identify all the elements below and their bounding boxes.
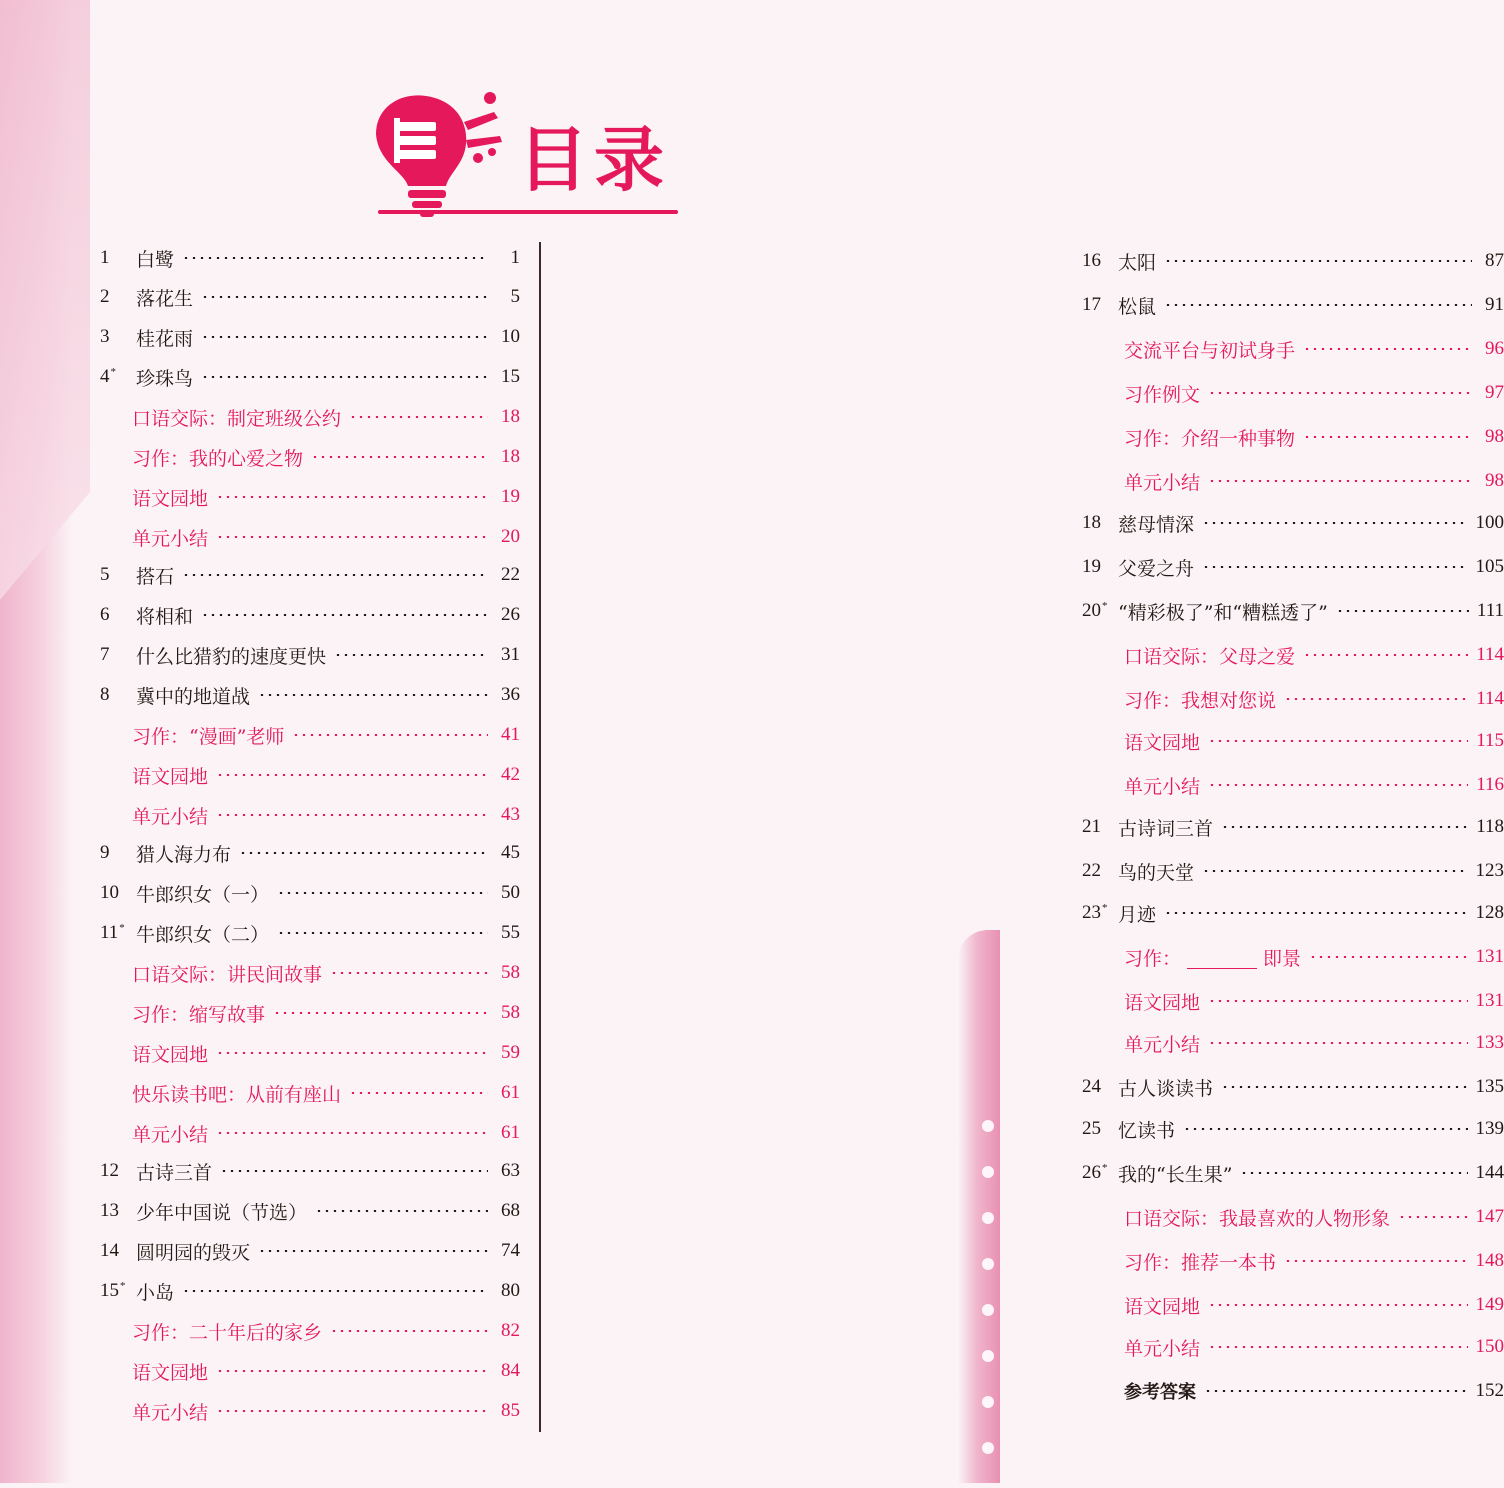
page-number: 139 bbox=[1476, 1118, 1504, 1140]
lesson-number: 6 bbox=[100, 604, 136, 626]
lesson-number: 11* bbox=[100, 922, 136, 944]
toc-entry[interactable] bbox=[100, 1156, 520, 1186]
page-number: 152 bbox=[1476, 1380, 1504, 1402]
entry-title: 白鹭 bbox=[136, 245, 174, 272]
dot-leader bbox=[1202, 870, 1467, 872]
toc-entry[interactable] bbox=[100, 640, 520, 670]
lesson-number: 13 bbox=[100, 1200, 136, 1222]
page-number: 144 bbox=[1476, 1162, 1504, 1184]
optional-marker: * bbox=[1102, 1162, 1108, 1174]
toc-subentry[interactable] bbox=[1124, 466, 1504, 496]
entry-title: 珍珠鸟 bbox=[136, 364, 193, 391]
page-number: 42 bbox=[496, 764, 520, 786]
page-number: 74 bbox=[496, 1240, 520, 1262]
optional-marker: * bbox=[111, 366, 117, 378]
page-number: 68 bbox=[496, 1200, 520, 1222]
page-number: 116 bbox=[1476, 774, 1504, 796]
dot-leader bbox=[1284, 698, 1468, 700]
toc-subentry[interactable] bbox=[1124, 1028, 1504, 1058]
page-number: 133 bbox=[1476, 1032, 1504, 1054]
dot-leader bbox=[216, 496, 488, 498]
page-number: 19 bbox=[496, 486, 520, 508]
toc-entry[interactable] bbox=[100, 282, 520, 312]
page-number: 22 bbox=[496, 564, 520, 586]
dot-leader bbox=[201, 614, 488, 616]
entry-title: 我的“长生果” bbox=[1118, 1160, 1232, 1187]
entry-title: 落花生 bbox=[136, 284, 193, 311]
page-number: 148 bbox=[1476, 1250, 1504, 1272]
toc-entry[interactable] bbox=[1082, 508, 1504, 538]
entry-title: “精彩极了”和“糟糕透了” bbox=[1118, 598, 1328, 625]
page-number: 82 bbox=[496, 1320, 520, 1342]
entry-title: 牛郎织女（一） bbox=[136, 880, 269, 907]
entry-title: 冀中的地道战 bbox=[136, 682, 250, 709]
dot-leader bbox=[239, 852, 488, 854]
entry-title: 语文园地 bbox=[132, 1358, 208, 1385]
fill-in-blank bbox=[1187, 950, 1257, 969]
dot-leader bbox=[315, 1210, 488, 1212]
dot-leader bbox=[1208, 1304, 1467, 1306]
dot-leader bbox=[1208, 1000, 1467, 1002]
page-number: 55 bbox=[496, 922, 520, 944]
page-number: 41 bbox=[496, 724, 520, 746]
page-number: 105 bbox=[1476, 556, 1504, 578]
page-number: 114 bbox=[1476, 644, 1504, 666]
dot-leader bbox=[201, 296, 488, 298]
entry-title: 参考答案 bbox=[1124, 1378, 1196, 1404]
page-number: 45 bbox=[496, 842, 520, 864]
toc-entry[interactable] bbox=[1082, 898, 1504, 928]
page-number: 18 bbox=[496, 406, 520, 428]
toc-entry[interactable] bbox=[1082, 1072, 1504, 1102]
entry-title: 单元小结 bbox=[1124, 1030, 1200, 1057]
toc-subentry[interactable] bbox=[1124, 1246, 1504, 1276]
lesson-number: 4* bbox=[100, 366, 136, 388]
dot-leader bbox=[1208, 784, 1468, 786]
dot-leader bbox=[1284, 1260, 1467, 1262]
entry-title: 习作：介绍一种事物 bbox=[1124, 424, 1295, 451]
entry-title: 口语交际：我最喜欢的人物形象 bbox=[1124, 1204, 1390, 1231]
dot-leader bbox=[220, 1170, 488, 1172]
lesson-number: 16 bbox=[1082, 250, 1118, 272]
toc-subentry[interactable] bbox=[1124, 684, 1504, 714]
dot-leader bbox=[1240, 1172, 1467, 1174]
entry-title: 习作：“漫画”老师 bbox=[132, 722, 284, 749]
toc-entry[interactable] bbox=[1082, 246, 1504, 276]
entry-title: 习作：推荐一本书 bbox=[1124, 1248, 1276, 1275]
toc-entry[interactable] bbox=[1082, 290, 1504, 320]
page-number: 96 bbox=[1480, 338, 1504, 360]
entry-title: 单元小结 bbox=[132, 1398, 208, 1425]
page-number: 18 bbox=[496, 446, 520, 468]
entry-title: 鸟的天堂 bbox=[1118, 858, 1194, 885]
dot-leader bbox=[201, 376, 488, 378]
toc-entry[interactable] bbox=[100, 362, 520, 392]
lesson-number: 24 bbox=[1082, 1076, 1118, 1098]
toc-subentry[interactable] bbox=[132, 998, 520, 1028]
page-number: 10 bbox=[496, 326, 520, 348]
lesson-number: 1 bbox=[100, 247, 136, 269]
entry-title: 圆明园的毁灭 bbox=[136, 1238, 250, 1265]
dot-leader bbox=[182, 257, 488, 259]
entry-title: 习作：二十年后的家乡 bbox=[132, 1318, 322, 1345]
toc-column-right bbox=[540, 0, 1000, 1483]
toc-entry[interactable] bbox=[100, 600, 520, 630]
entry-title: 慈母情深 bbox=[1118, 510, 1194, 537]
toc-column-left bbox=[0, 0, 540, 1483]
lesson-number: 10 bbox=[100, 882, 136, 904]
page-number: 43 bbox=[496, 804, 520, 826]
dot-leader bbox=[1204, 1390, 1468, 1392]
entry-title: 什么比猎豹的速度更快 bbox=[136, 642, 326, 669]
lesson-number: 3 bbox=[100, 326, 136, 348]
lesson-number: 5 bbox=[100, 564, 136, 586]
lesson-number: 7 bbox=[100, 644, 136, 666]
page-number: 135 bbox=[1476, 1076, 1504, 1098]
entry-title: 少年中国说（节选） bbox=[136, 1198, 307, 1225]
lesson-number: 12 bbox=[100, 1160, 136, 1182]
page-number: 131 bbox=[1476, 990, 1504, 1012]
dot-leader bbox=[1208, 392, 1472, 394]
toc-subentry[interactable] bbox=[1124, 334, 1504, 364]
entry-title: 语文园地 bbox=[1124, 1292, 1200, 1319]
dot-leader bbox=[1309, 956, 1467, 958]
optional-marker: * bbox=[120, 1280, 126, 1292]
dot-leader bbox=[1164, 912, 1467, 914]
dot-leader bbox=[182, 1290, 488, 1292]
toc-entry[interactable] bbox=[1082, 1114, 1504, 1144]
page-number: 131 bbox=[1476, 946, 1504, 968]
toc-entry[interactable] bbox=[1082, 596, 1504, 626]
entry-title: 口语交际：父母之爱 bbox=[1124, 642, 1295, 669]
dot-leader bbox=[277, 932, 488, 934]
entry-title: 古人谈读书 bbox=[1118, 1074, 1213, 1101]
page-number: 59 bbox=[496, 1042, 520, 1064]
page-number: 63 bbox=[496, 1160, 520, 1182]
dot-leader bbox=[1336, 610, 1469, 612]
lesson-number: 8 bbox=[100, 684, 136, 706]
toc-subentry[interactable] bbox=[132, 1356, 520, 1386]
optional-marker: * bbox=[1102, 902, 1108, 914]
lesson-number: 20* bbox=[1082, 600, 1118, 622]
entry-title: 将相和 bbox=[136, 602, 193, 629]
toc-entry[interactable] bbox=[100, 1236, 520, 1266]
entry-title: 习作：我的心爱之物 bbox=[132, 444, 303, 471]
dot-leader bbox=[1202, 522, 1467, 524]
toc-entry[interactable] bbox=[100, 918, 520, 948]
dot-leader bbox=[1208, 740, 1468, 742]
entry-title: 古诗三首 bbox=[136, 1158, 212, 1185]
entry-title: 桂花雨 bbox=[136, 324, 193, 351]
toc-subentry[interactable] bbox=[1124, 1332, 1504, 1362]
toc-entry[interactable] bbox=[100, 680, 520, 710]
page-number: 50 bbox=[496, 882, 520, 904]
lesson-number: 18 bbox=[1082, 512, 1118, 534]
toc-subentry[interactable] bbox=[132, 1316, 520, 1346]
page-number: 114 bbox=[1476, 688, 1504, 710]
entry-title: 习作例文 bbox=[1124, 380, 1200, 407]
dot-leader bbox=[277, 892, 488, 894]
page-number: 15 bbox=[496, 366, 520, 388]
dot-leader bbox=[292, 734, 488, 736]
dot-leader bbox=[1164, 304, 1472, 306]
dot-leader bbox=[1202, 566, 1467, 568]
dot-leader bbox=[1183, 1128, 1467, 1130]
dot-leader bbox=[349, 1092, 488, 1094]
page-number: 123 bbox=[1476, 860, 1504, 882]
page-number: 1 bbox=[496, 247, 520, 269]
toc-entry[interactable] bbox=[100, 560, 520, 590]
dot-leader bbox=[216, 774, 488, 776]
toc-subentry[interactable] bbox=[1124, 1290, 1504, 1320]
page-number: 26 bbox=[496, 604, 520, 626]
toc-entry[interactable] bbox=[100, 1276, 520, 1306]
entry-title: 语文园地 bbox=[132, 484, 208, 511]
toc-subentry[interactable] bbox=[132, 720, 520, 750]
entry-title: 月迹 bbox=[1118, 900, 1156, 927]
entry-title: 猎人海力布 bbox=[136, 840, 231, 867]
entry-title: 小岛 bbox=[136, 1278, 174, 1305]
toc-subentry[interactable] bbox=[1124, 422, 1504, 452]
dot-leader bbox=[330, 972, 488, 974]
toc-subentry[interactable] bbox=[132, 958, 520, 988]
entry-title: 古诗词三首 bbox=[1118, 814, 1213, 841]
page-number: 115 bbox=[1476, 730, 1504, 752]
entry-title: 父爱之舟 bbox=[1118, 554, 1194, 581]
optional-marker: * bbox=[119, 922, 125, 934]
page-number: 58 bbox=[496, 962, 520, 984]
page-number: 61 bbox=[496, 1082, 520, 1104]
lesson-number: 26* bbox=[1082, 1162, 1118, 1184]
entry-title: 牛郎织女（二） bbox=[136, 920, 269, 947]
dot-leader bbox=[1208, 480, 1472, 482]
entry-title: 单元小结 bbox=[1124, 468, 1200, 495]
toc-subentry[interactable] bbox=[1124, 640, 1504, 670]
page-number: 80 bbox=[496, 1280, 520, 1302]
lesson-number: 22 bbox=[1082, 860, 1118, 882]
toc-subentry[interactable] bbox=[132, 1038, 520, 1068]
toc-subentry[interactable] bbox=[132, 522, 520, 552]
lesson-number: 15* bbox=[100, 1280, 136, 1302]
lesson-number: 14 bbox=[100, 1240, 136, 1262]
toc-entry[interactable] bbox=[1124, 1376, 1504, 1406]
toc-subentry[interactable] bbox=[132, 1118, 520, 1148]
lesson-number: 2 bbox=[100, 286, 136, 308]
lesson-number: 25 bbox=[1082, 1118, 1118, 1140]
dot-leader bbox=[330, 1330, 488, 1332]
toc-subentry[interactable] bbox=[132, 1396, 520, 1426]
dot-leader bbox=[1221, 826, 1468, 828]
dot-leader bbox=[216, 814, 488, 816]
entry-title: 习作：我想对您说 bbox=[1124, 686, 1276, 713]
dot-leader bbox=[273, 1012, 488, 1014]
dot-leader bbox=[1208, 1346, 1467, 1348]
entry-title: 交流平台与初试身手 bbox=[1124, 336, 1295, 363]
entry-title: 单元小结 bbox=[132, 1120, 208, 1147]
page-number: 5 bbox=[496, 286, 520, 308]
toc-subentry[interactable] bbox=[1124, 986, 1504, 1016]
entry-title: 语文园地 bbox=[132, 762, 208, 789]
page-number: 31 bbox=[496, 644, 520, 666]
toc-subentry[interactable] bbox=[1124, 1202, 1504, 1232]
entry-title: 语文园地 bbox=[1124, 988, 1200, 1015]
page-number: 147 bbox=[1476, 1206, 1504, 1228]
entry-title: 快乐读书吧：从前有座山 bbox=[132, 1080, 341, 1107]
toc-entry[interactable] bbox=[1082, 552, 1504, 582]
dot-leader bbox=[216, 1132, 488, 1134]
entry-title: 习作：缩写故事 bbox=[132, 1000, 265, 1027]
page-number: 91 bbox=[1480, 294, 1504, 316]
toc-entry[interactable] bbox=[100, 838, 520, 868]
entry-title: 单元小结 bbox=[132, 524, 208, 551]
page-number: 97 bbox=[1480, 382, 1504, 404]
toc-entry[interactable] bbox=[1082, 1158, 1504, 1188]
entry-title: 太阳 bbox=[1118, 248, 1156, 275]
entry-title: 口语交际：制定班级公约 bbox=[132, 404, 341, 431]
toc-subentry[interactable] bbox=[1124, 942, 1504, 972]
lesson-number: 17 bbox=[1082, 294, 1118, 316]
toc-entry[interactable] bbox=[100, 322, 520, 352]
dot-leader bbox=[258, 694, 488, 696]
dot-leader bbox=[1164, 260, 1472, 262]
page-number: 20 bbox=[496, 526, 520, 548]
lesson-number: 23* bbox=[1082, 902, 1118, 924]
page-number: 58 bbox=[496, 1002, 520, 1024]
page-number: 98 bbox=[1480, 470, 1504, 492]
dot-leader bbox=[216, 536, 488, 538]
toc-subentry[interactable] bbox=[132, 402, 520, 432]
dot-leader bbox=[182, 574, 488, 576]
dot-leader bbox=[258, 1250, 488, 1252]
dot-leader bbox=[1303, 436, 1472, 438]
page-number: 128 bbox=[1476, 902, 1504, 924]
toc-subentry[interactable] bbox=[132, 800, 520, 830]
toc-subentry[interactable] bbox=[132, 482, 520, 512]
toc-subentry[interactable] bbox=[1124, 726, 1504, 756]
entry-title: 单元小结 bbox=[1124, 772, 1200, 799]
page-number: 149 bbox=[1476, 1294, 1504, 1316]
dot-leader bbox=[334, 654, 488, 656]
entry-title: 松鼠 bbox=[1118, 292, 1156, 319]
page-number: 85 bbox=[496, 1400, 520, 1422]
toc-subentry[interactable] bbox=[1124, 770, 1504, 800]
page-title: 目录 bbox=[518, 120, 670, 200]
toc-entry[interactable] bbox=[1082, 856, 1504, 886]
entry-title: 口语交际：讲民间故事 bbox=[132, 960, 322, 987]
entry-title: 单元小结 bbox=[132, 802, 208, 829]
dot-leader bbox=[216, 1370, 488, 1372]
dot-leader bbox=[1303, 348, 1472, 350]
page-number: 150 bbox=[1476, 1336, 1504, 1358]
toc-subentry[interactable] bbox=[132, 442, 520, 472]
entry-title: 语文园地 bbox=[1124, 728, 1200, 755]
lesson-number: 9 bbox=[100, 842, 136, 864]
page-number: 100 bbox=[1476, 512, 1504, 534]
toc-entry[interactable] bbox=[100, 1196, 520, 1226]
page-number: 111 bbox=[1477, 600, 1504, 622]
toc-entry[interactable] bbox=[1082, 812, 1504, 842]
toc-entry[interactable] bbox=[100, 878, 520, 908]
toc-entry[interactable] bbox=[100, 243, 520, 273]
entry-title: 搭石 bbox=[136, 562, 174, 589]
dot-leader bbox=[1208, 1042, 1467, 1044]
dot-leader bbox=[311, 456, 488, 458]
page-number: 36 bbox=[496, 684, 520, 706]
page-number: 118 bbox=[1476, 816, 1504, 838]
toc-subentry[interactable] bbox=[1124, 378, 1504, 408]
entry-title: 语文园地 bbox=[132, 1040, 208, 1067]
page-number: 98 bbox=[1480, 426, 1504, 448]
dot-leader bbox=[1221, 1086, 1467, 1088]
dot-leader bbox=[349, 416, 488, 418]
toc-subentry[interactable] bbox=[132, 1078, 520, 1108]
page-number: 61 bbox=[496, 1122, 520, 1144]
lesson-number: 19 bbox=[1082, 556, 1118, 578]
dot-leader bbox=[216, 1410, 488, 1412]
page-number: 84 bbox=[496, 1360, 520, 1382]
dot-leader bbox=[201, 336, 488, 338]
dot-leader bbox=[1398, 1216, 1467, 1218]
entry-title: 单元小结 bbox=[1124, 1334, 1200, 1361]
dot-leader bbox=[1303, 654, 1468, 656]
toc-subentry[interactable] bbox=[132, 760, 520, 790]
dot-leader bbox=[216, 1052, 488, 1054]
entry-title: 习作： 即景 bbox=[1124, 944, 1301, 971]
page-number: 87 bbox=[1480, 250, 1504, 272]
lesson-number: 21 bbox=[1082, 816, 1118, 838]
entry-title: 忆读书 bbox=[1118, 1116, 1175, 1143]
optional-marker: * bbox=[1102, 600, 1108, 612]
